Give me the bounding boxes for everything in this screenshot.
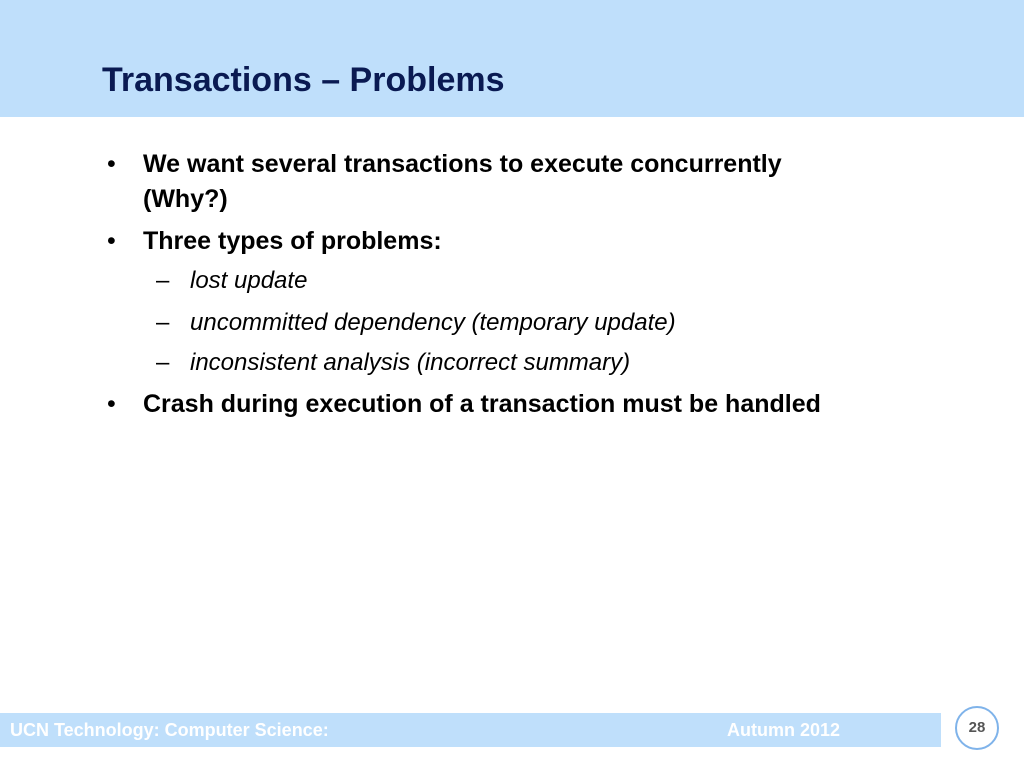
sub-item-inconsistent-analysis: inconsistent analysis (incorrect summary)	[190, 349, 631, 376]
bullet-1-line-2: (Why?)	[143, 185, 228, 213]
footer-course-label: UCN Technology: Computer Science:	[10, 720, 329, 740]
sub-bullet-marker: –	[156, 309, 170, 336]
bullet-marker: •	[107, 390, 116, 418]
sub-item-lost-update: lost update	[190, 267, 308, 294]
footer-semester-label: Autumn 2012	[727, 720, 841, 740]
bullet-marker: •	[107, 227, 116, 255]
sub-bullet-marker: –	[156, 267, 170, 294]
page-number-badge: 28	[955, 706, 999, 750]
footer-bar	[0, 713, 941, 747]
bullet-3-line-1: Crash during execution of a transaction must be handled	[143, 390, 821, 418]
sub-bullet-marker: –	[156, 349, 170, 376]
sub-item-uncommitted-dependency: uncommitted dependency (temporary update)	[190, 309, 676, 336]
bullet-marker: •	[107, 150, 116, 178]
slide-title: Transactions – Problems	[102, 61, 505, 99]
bullet-1-line-1: We want several transactions to execute concurrently	[143, 150, 782, 178]
bullet-2-line-1: Three types of problems:	[143, 227, 442, 255]
